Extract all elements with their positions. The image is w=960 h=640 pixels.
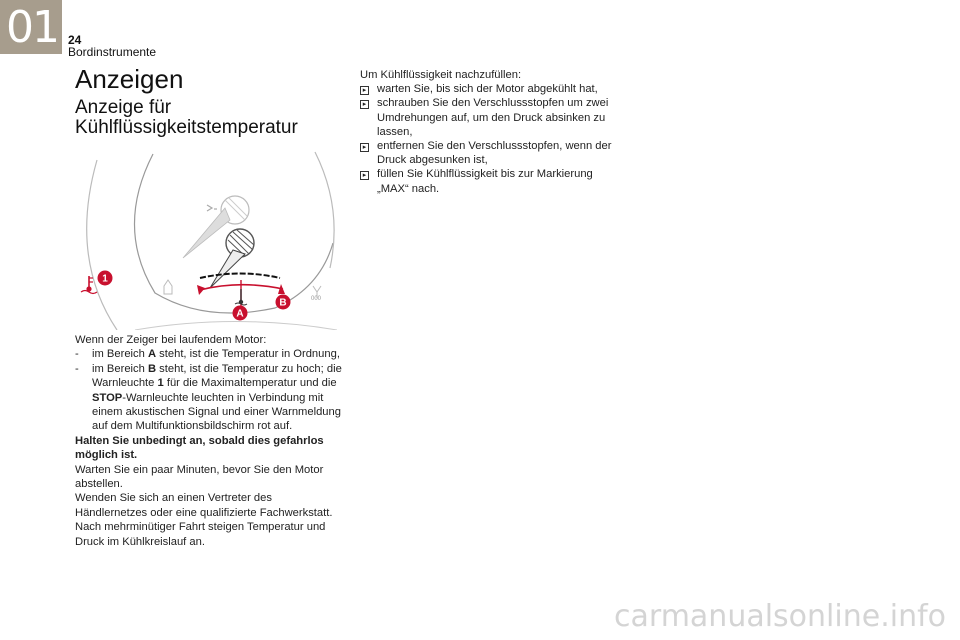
list-item-range-a: [75, 347, 345, 361]
watermark: carmanualsonline.info: [614, 599, 946, 634]
intro-text: Wenn der Zeiger bei laufendem Motor:: [75, 334, 267, 346]
refill-intro: Um Kühlflüssigkeit nachzufüllen:: [360, 69, 522, 81]
callout-a: A: [236, 308, 244, 320]
refill-step-text: warten Sie, bis sich der Motor abgekühlt hat,: [377, 83, 598, 96]
dial-bottom-arc: [135, 322, 337, 331]
range-b-text-mid2: für die Maximaltemperatur und die: [163, 377, 337, 390]
range-a-label: A: [147, 348, 157, 361]
section-name: Bordinstrumente: [68, 45, 157, 59]
gauge-small-label: 000: [311, 296, 322, 302]
right-body-text: [360, 68, 620, 196]
subtitle: [75, 98, 298, 138]
dial-outer-arc: [87, 160, 117, 330]
thermometer-icon: [235, 289, 247, 305]
range-b-text-mid1: steht, ist die Temperatur zu hoch; die Warnleuchte: [92, 362, 342, 390]
wind-symbol-icon: [207, 205, 217, 211]
range-a-text-pre: im Bereich: [92, 348, 148, 361]
page-number: 24: [68, 33, 82, 47]
temperature-gauge-figure: [75, 148, 337, 330]
page-title: Anzeigen: [75, 64, 184, 94]
refill-step: [360, 139, 620, 167]
seat-icon: [164, 280, 172, 294]
chapter-tab: [0, 0, 62, 54]
upper-needle: [183, 196, 249, 258]
callout-1: 1: [102, 273, 108, 285]
warning-lamp-ref: 1: [157, 377, 164, 390]
left-body-text: [75, 333, 345, 549]
stop-label: STOP: [92, 391, 123, 404]
range-b-text-post: -Warnleuchte leuchten in Verbindung mit einem akustischen Signal und einer Warnmeldung auf dem Multifunktionsbildschirm rot auf.: [92, 391, 341, 433]
refill-step-text: schrauben Sie den Verschlussstopfen um zwei Umdrehungen auf, um den Druck absinken zu lassen,: [377, 97, 609, 138]
checkbox-bullet-icon: ▸: [360, 100, 369, 109]
temperature-needle: [210, 229, 254, 288]
subtitle-line-2: Kühlflüssigkeitstemperatur: [75, 117, 298, 138]
refill-step: [360, 82, 620, 96]
callout-b: B: [279, 297, 287, 309]
list-dash: -: [75, 348, 79, 361]
chapter-number: 01: [6, 2, 58, 53]
checkbox-bullet-icon: ▸: [360, 86, 369, 95]
refill-step: [360, 96, 620, 139]
warning-text: Halten Sie unbedingt an, sobald dies gefahrlos möglich ist.: [75, 434, 324, 462]
dial-right-arc: [315, 152, 334, 268]
gauge-scale-arc: [200, 274, 280, 279]
refill-step: [360, 167, 620, 195]
refill-step-text: entfernen Sie den Verschlussstopfen, wenn der Druck abgesunken ist,: [377, 140, 612, 167]
range-b-label: B: [147, 362, 157, 375]
paragraph-pressure: Nach mehrminütiger Fahrt steigen Temperatur und Druck im Kühlkreislauf an.: [75, 521, 326, 548]
list-dash: -: [75, 362, 79, 375]
subtitle-line-1: Anzeige für: [75, 97, 172, 118]
range-a-text-post: steht, ist die Temperatur in Ordnung,: [156, 348, 340, 361]
checkbox-bullet-icon: ▸: [360, 143, 369, 152]
paragraph-dealer: Wenden Sie sich an einen Vertreter des Händlernetzes oder eine qualifizierte Fachwerkstatt.: [75, 492, 333, 519]
range-b-text-pre: im Bereich: [92, 362, 148, 375]
checkbox-bullet-icon: ▸: [360, 171, 369, 180]
refill-step-text: füllen Sie Kühlflüssigkeit bis zur Markierung „MAX“ nach.: [377, 168, 593, 195]
paragraph-wait: Warten Sie ein paar Minuten, bevor Sie den Motor abstellen.: [75, 463, 324, 491]
list-item-range-b: [75, 362, 345, 434]
